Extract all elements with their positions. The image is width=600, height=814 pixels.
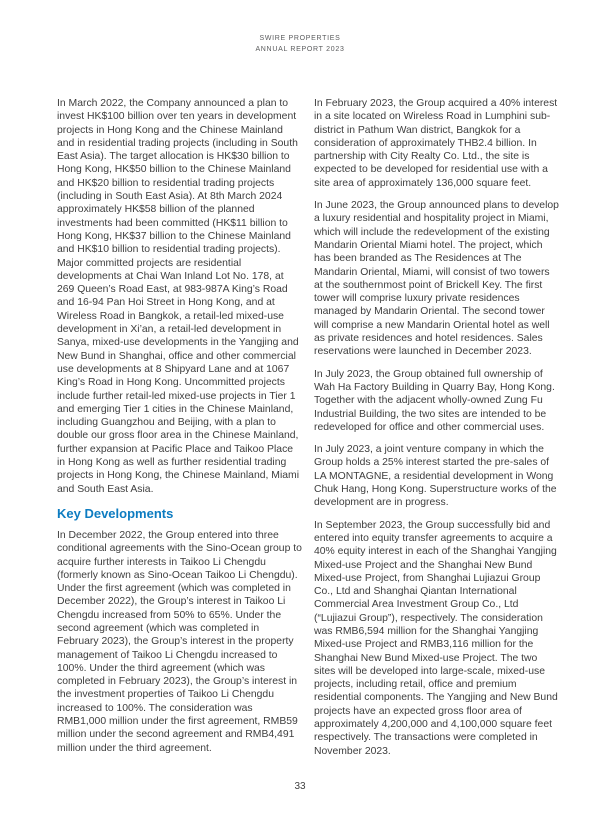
paragraph-bangkok-site: In February 2023, the Group acquired a 40% interest in a site located on Wireless Road in Lumphini sub-district in Pathum Wan district, Bangkok for a consideration of approximately THB2.4 billion. In partnership with City Realty Co. Ltd., the site is expected to be developed for residential use with a site area of approximately 136,000 square feet. [314,98,558,189]
section-heading-key-developments: Key Developments [57,505,174,521]
paragraph-miami-project: In June 2023, the Group announced plans to develop a luxury residential and hospitality project in Miami, which will include the redevelopment of the existing Mandarin Oriental Miami hotel. The project, which has been branded as The Residences at The Mandarin Oriental, Miami, will consist of two towers at the southernmost point of Brickell Key. The first tower will comprise luxury private residences managed by Mandarin Oriental. The second tower will comprise a new Mandarin Oriental hotel as well as private residences and hotel residences. Sales reservations were launched in December 2023. [314,200,559,358]
right-column [314,97,559,767]
page-number: 33 [294,781,306,792]
page-footer [0,781,600,792]
header-company-name: SWIRE PROPERTIES [259,35,341,42]
paragraph-shanghai-projects: In September 2023, the Group successfully bid and entered into equity transfer agreements to acquire a 40% equity interest in each of the Shanghai Yangjing Mixed-use Project and the Shanghai New Bund Mixed-use Project, from Shanghai Lujiazui Group Co., Ltd and Shanghai Qiantan International Commercial Area Investment Group Co., Ltd (“Lujiazui Group”), respectively. The consideration was RMB6,594 million for the Shanghai Yangjing Mixed-use Project and RMB3,116 million for the Shanghai New Bund Mixed-use Project. The two sites will be developed into large-scale, mixed-use projects, including retail, office and premium residential components. The Yangjing and New Bund projects have an expected gross floor area of approximately 4,200,000 and 4,100,000 square feet respectively. The transactions were completed in November 2023. [314,519,558,757]
paragraph-taikoo-li-chengdu: In December 2022, the Group entered into three conditional agreements with the Sino-Ocean group to acquire further interests in Taikoo Li Chengdu (formerly known as Sino-Ocean Taikoo Li Chengdu). Under the first agreement (which was completed in December 2022), the Group’s interest in Taikoo Li Chengdu increased from 50% to 65%. Under the second agreement (which was completed in February 2023), the Group’s interest in the property management of Taikoo Li Chengdu increased to 100%. Under the third agreement (which was completed in February 2023), the Group’s interest in the investment properties of Taikoo Li Chengdu increased to 100%. The consideration was RMB1,000 million under the first agreement, RMB59 million under the second agreement and RMB4,491 million under the third agreement. [57,529,302,754]
header-report-title: ANNUAL REPORT 2023 [255,46,345,53]
paragraph-investment-plan: In March 2022, the Company announced a plan to invest HK$100 billion over ten years in development projects in Hong Kong and the Chinese Mainland and in residential trading projects (including in South East Asia). The target allocation is HK$30 billion to Hong Kong, HK$50 billion to the Chinese Mainland and HK$20 billion to residential trading projects (including in South East Asia). At 8th March 2024 approximately HK$58 billion of the planned investments had been committed (HK$11 billion to Hong Kong, HK$37 billion to the Chinese Mainland and HK$10 billion to residential trading projects). Major committed projects are residential developments at Chai Wan Inland Lot No. 178, at 269 Queen’s Road East, at 983-987A King’s Road and 16-94 Pan Hoi Street in Hong Kong, and at Wireless Road in Bangkok, a retail-led mixed-use development in Xi’an, a retail-led development in Sanya, mixed-use developments in the Yangjing and New Bund in Shanghai, office and other commercial use developments at 8 Shipyard Lane and at 1067 King’s Road in Hong Kong. Uncommitted projects include further retail-led mixed-use projects in Tier 1 and emerging Tier 1 cities in the Chinese Mainland, including Guangzhou and Beijing, with a plan to double our gross floor area in the Chinese Mainland, further expansion at Pacific Place and Taikoo Place in Hong Kong as well as further residential trading projects in Hong Kong, the Chinese Mainland, Miami and South East Asia. [57,98,299,495]
paragraph-wah-ha-factory: In July 2023, the Group obtained full ownership of Wah Ha Factory Building in Quarry Bay, Hong Kong. Together with the adjacent wholly-owned Zung Fu Industrial Building, the two sites are intended to be redeveloped for office and other commercial uses. [314,368,555,433]
content-columns [57,97,560,767]
paragraph-la-montagne: In July 2023, a joint venture company in which the Group holds a 25% interest started the pre-sales of LA MONTAGNE, a residential development in Wong Chuk Hang, Hong Kong. Superstructure works of the development are in progress. [314,444,557,509]
left-column [57,97,302,767]
report-header [0,0,600,55]
